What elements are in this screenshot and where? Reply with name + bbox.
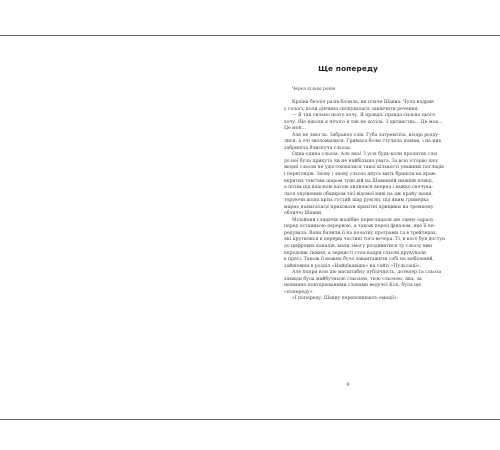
paragraph [284,100,434,113]
text-line: марно намагалася приховати крихітні прищики на тремкому [284,204,434,210]
text-line: перед останньою перервою, а також перед фіналом, яке її пе- [284,224,436,230]
paragraph [284,296,412,303]
text-line: забриніла блискуча сльоза. [284,145,352,151]
text-line: — Я так сильно цього хочу. Я правда, правда сильно цього [292,113,436,119]
text-line: в пресі. Також її можна було завантажити собі на мобільний, [284,257,434,263]
text-line: до цифрових каналів, мали змогу роздивитися ту сльозу ввю [284,244,433,250]
text-line: Але не змогла. Забракло слів. Губа затремтіла, ніздрі розду- [292,132,440,138]
paragraph [284,217,446,270]
top-divider [0,35,500,36]
text-line: «І попереду: Шавну переповнюють емоції». [292,296,399,302]
epigraph: Через кілька років [292,87,336,92]
page-number: 9 [346,383,350,388]
text-line: вкритих товстим шаром туші вій на Шавниній нижній повіці, [284,178,434,184]
text-line: Одна-єдина сльоза. Але яка! З усіх будь-коли пролитих сліз [292,152,438,158]
text-line: у голосі, коли дівчина силкувалася закінчити речення. [284,106,420,112]
text-line: зайшовши в розділ «Найцікавіше» на сайті «Пульсації». [284,263,422,269]
text-line: редувала. Вони бачили її на початку програми та в трейлерах, [284,230,438,236]
text-line: до неї була прикута чи не найбільша увага. За всю історію шоу [284,158,439,164]
text-line: Мільйони глядачів жадібно переглядали цю сцену одразу [292,217,434,223]
paragraph [284,113,443,133]
text-line: «попереду». [284,289,314,295]
text-line: Але попри всю цю масштабну публічність, дотепер та сльоза [292,270,442,276]
paragraph [284,132,442,153]
text-line: які крутилися в перерві частині того вечора. Ті, в кого був доступ [284,237,446,243]
text-line: обличчі Шавни. [284,211,323,217]
bottom-divider [0,419,500,420]
text-line: лася опушеним обширом тієї відомої ниві на аж крайу щоки, [284,191,433,197]
text-line: а потім під власною вагою хилилася вперед і важко скочува- [284,185,433,191]
text-line: незмінно повторюваними словами ведучої Кілі, була ще [284,283,422,289]
text-line: лися, а очі зволожилися. Гримаса болю стулила повіки, і на них [284,139,442,145]
paragraph [284,152,444,217]
text-line: завжди була майбутньою сльозою, тією сльозою, яка, за [284,276,422,282]
text-line: хочу. Ще ніколи я нічого я так не хотіла. З дитинства... Це моя... [284,119,443,125]
text-line: торуючи шлях крізь густий шар рум'ян, під яким гримерка [284,198,429,204]
chapter-title: Ще попереду [318,64,378,73]
body-text [284,100,446,303]
book-page [284,64,446,303]
text-line: Країна безліч разів бачила, як плаче Шавна. Чула надрив [292,100,434,105]
text-line: і переглядів. Знову і знову сльоза якусь мить бриніла на краю [284,172,436,178]
text-line: жодні сльози не удостоювалися такої кількості уважних поглядів [284,165,444,171]
text-line: Це моя... [284,126,306,132]
text-line: впродовж тижня, а зернисті стоп-кадри сльози друкували [284,250,426,256]
paragraph [284,270,442,296]
